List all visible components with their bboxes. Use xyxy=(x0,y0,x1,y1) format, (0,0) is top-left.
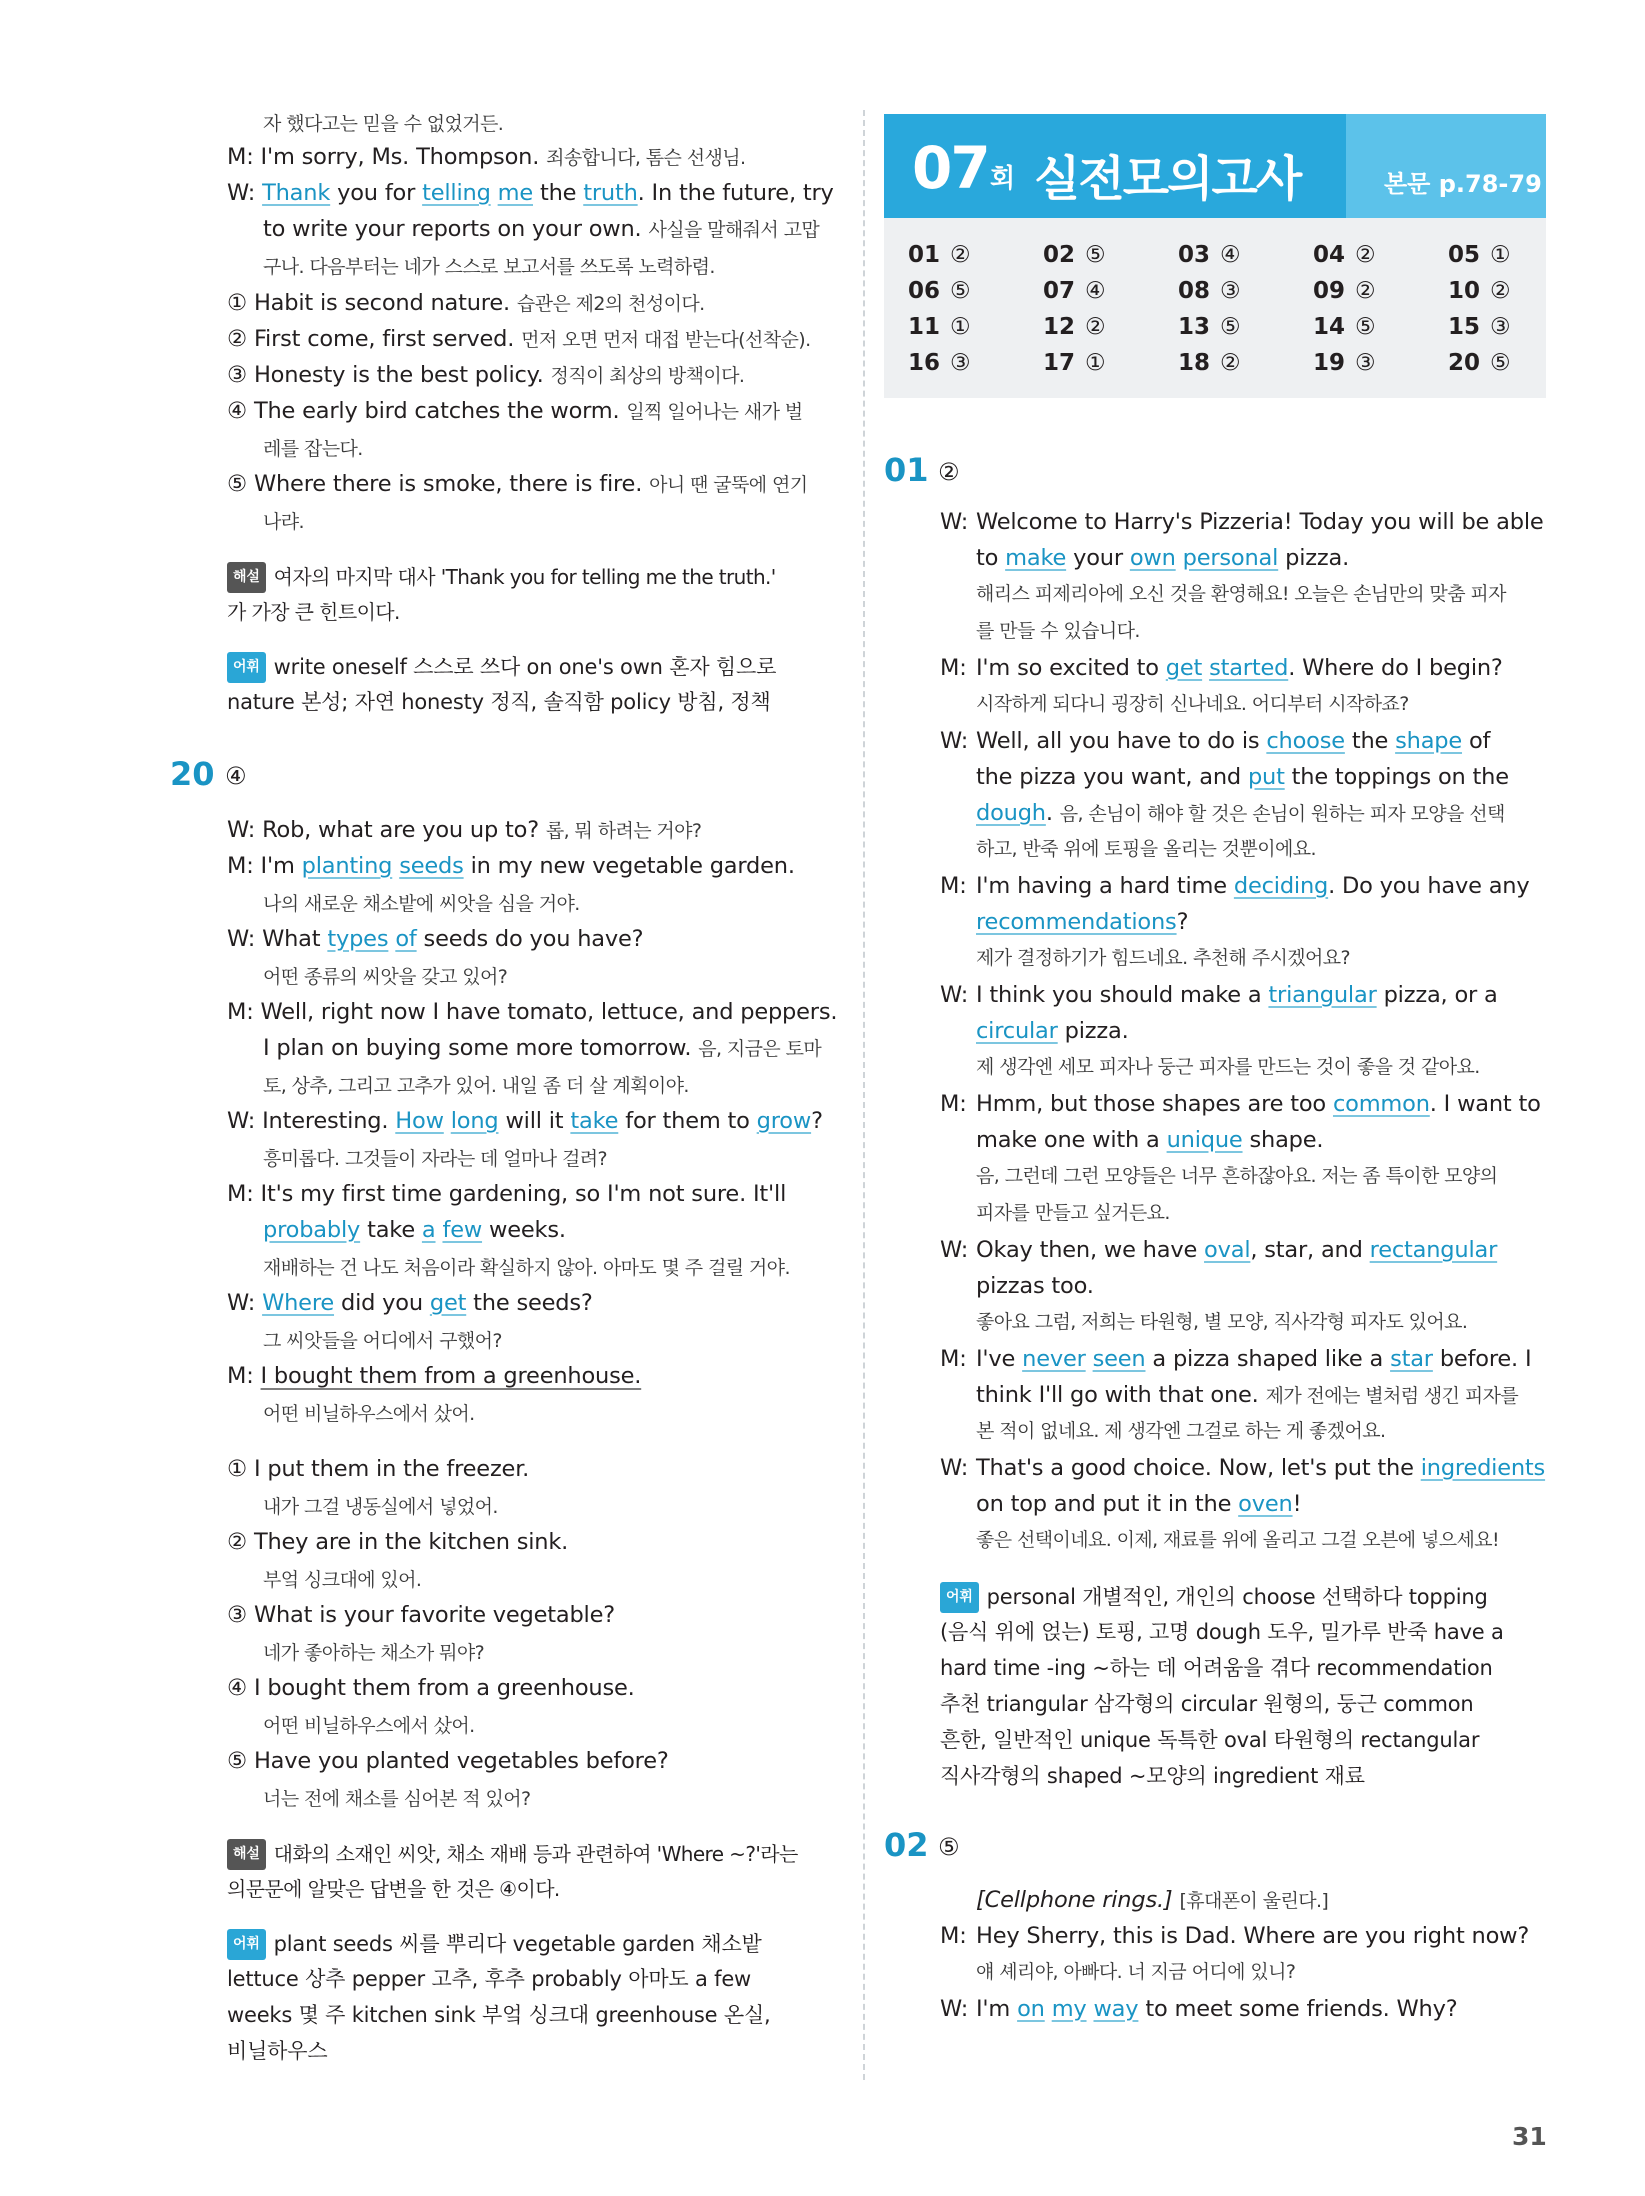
answer-key-item xyxy=(1178,242,1241,268)
answer-key-item xyxy=(1043,350,1106,376)
answer-key-question-number: 17 xyxy=(1043,350,1076,376)
highlighted-word: circular xyxy=(976,1018,1058,1044)
transcript-korean: 그 씨앗들을 어디에서 구했어? xyxy=(263,1330,502,1352)
transcript-korean: 시작하게 되다니 굉장히 신나네요. 어디부터 시작하죠? xyxy=(976,693,1409,715)
option-translation: 너는 전에 채소를 심어본 적 있어? xyxy=(263,1788,531,1810)
speaker-label: W: xyxy=(940,1455,969,1481)
answer-key-choice: ② xyxy=(1355,242,1376,268)
highlighted-word: choose xyxy=(1266,728,1345,754)
transcript-korean: 좋아요 그럼, 저희는 타원형, 별 모양, 직사각형 피자도 있어요. xyxy=(976,1311,1468,1333)
vocabulary: 어휘 personal 개별적인, 개인의 choose 선택하다 topping xyxy=(940,1582,1488,1613)
question-answer: ④ xyxy=(225,762,247,790)
option-5-continued: 나랴. xyxy=(263,511,304,533)
answer-key-item xyxy=(1043,314,1106,340)
answer-key-choice: ② xyxy=(1220,350,1241,376)
answer-key-question-number: 06 xyxy=(908,278,941,304)
answer-key-question-number: 05 xyxy=(1448,242,1481,268)
transcript-line: to make your own personal pizza. xyxy=(976,545,1350,571)
transcript-line: the pizza you want, and put the toppings on the xyxy=(976,764,1509,790)
highlighted-word: rectangular xyxy=(1369,1237,1498,1263)
test-title: 실전모의고사 xyxy=(1034,151,1301,207)
highlighted-word: make xyxy=(1005,545,1067,571)
answer-key-choice: ① xyxy=(1085,350,1106,376)
vocabulary-continued: 비닐하우스 xyxy=(227,2039,328,2063)
answer-key-item xyxy=(908,242,971,268)
speaker-label: M: xyxy=(940,1091,967,1117)
column-divider xyxy=(863,110,865,2080)
speaker-label: M: xyxy=(940,873,967,899)
transcript-line: dough. 음, 손님이 해야 할 것은 손님이 원하는 피자 모양을 선택 xyxy=(976,800,1505,826)
transcript-korean: 좋은 선택이네요. 이제, 재료를 위에 올리고 그걸 오븐에 넣으세요! xyxy=(976,1529,1500,1551)
answer-key-choice: ⑤ xyxy=(1220,314,1241,340)
vocabulary-badge: 어휘 xyxy=(227,652,266,683)
transcript-line: W: Thank you for telling me the truth. In the future, try xyxy=(227,180,834,206)
transcript-line: W: Interesting. How long will it take for them to grow? xyxy=(227,1108,823,1134)
speaker-label: W: xyxy=(940,728,969,754)
vocabulary-continued: 추천 triangular 삼각형의 circular 원형의, 둥근 common xyxy=(940,1692,1474,1716)
vocabulary: 어휘 write oneself 스스로 쓰다 on one's own 혼자 힘으로 xyxy=(227,652,776,683)
transcript-korean: 흥미롭다. 그것들이 자라는 데 얼마나 걸려? xyxy=(263,1148,607,1170)
option-translation: 네가 좋아하는 채소가 뭐야? xyxy=(263,1642,485,1664)
highlighted-word: star xyxy=(1390,1346,1433,1372)
option-2: ② First come, first served. 먼저 오면 먼저 대접 받는다(선착순). xyxy=(227,326,811,352)
answer-key-question-number: 14 xyxy=(1313,314,1346,340)
test-number: 07 xyxy=(912,134,989,202)
option-translation: 내가 그걸 냉동실에서 넣었어. xyxy=(263,1496,498,1518)
highlighted-word: my xyxy=(1051,1996,1087,2022)
explanation: 해설 대화의 소재인 씨앗, 채소 재배 등과 관련하여 'Where ~?'라는 xyxy=(227,1839,798,1870)
explanation-continued: 가 가장 큰 힌트이다. xyxy=(227,600,400,624)
answer-key-item xyxy=(1043,278,1106,304)
transcript-line: W: Rob, what are you up to? 롭, 뭐 하려는 거야? xyxy=(227,817,702,843)
transcript-line: think I'll go with that one. 제가 전에는 별처럼 생긴 피자를 xyxy=(976,1382,1519,1408)
transcript-line: W: What types of seeds do you have? xyxy=(227,926,644,952)
page-number: 31 xyxy=(1512,2122,1547,2151)
answer-key-question-number: 12 xyxy=(1043,314,1076,340)
page-reference: 본문 p.78-79 xyxy=(1384,170,1542,198)
transcript-korean: 음, 그런데 그런 모양들은 너무 흔하잖아요. 저는 좀 특이한 모양의 xyxy=(976,1165,1498,1187)
answer-key-item xyxy=(1448,350,1511,376)
answer-key-choice: ③ xyxy=(1220,278,1241,304)
option-translation: 부엌 싱크대에 있어. xyxy=(263,1569,422,1591)
vocabulary-continued: nature 본성; 자연 honesty 정직, 솔직함 policy 방침, 정책 xyxy=(227,690,771,714)
answer-key-item xyxy=(1313,242,1376,268)
highlighted-word: dough xyxy=(976,800,1046,826)
speaker-label: W: xyxy=(940,509,969,535)
highlighted-word: ingredients xyxy=(1420,1455,1546,1481)
transcript-line: M: I'm planting seeds in my new vegetable garden. xyxy=(227,853,795,879)
transcript-korean: 얘 셰리야, 아빠다. 너 지금 어디에 있니? xyxy=(976,1961,1296,1983)
answer-key-question-number: 16 xyxy=(908,350,941,376)
vocabulary-continued: (음식 위에 얹는) 토핑, 고명 dough 도우, 밀가루 반죽 have a xyxy=(940,1620,1504,1644)
answer-key-choice: ⑤ xyxy=(1490,350,1511,376)
highlighted-word: way xyxy=(1093,1996,1139,2022)
transcript-korean: 나의 새로운 채소밭에 씨앗을 심을 거야. xyxy=(263,893,580,915)
answer-key-item xyxy=(1448,242,1511,268)
answer-key-item xyxy=(1178,350,1241,376)
transcript-korean: 구나. 다음부터는 네가 스스로 보고서를 쓰도록 노력하렴. xyxy=(263,256,715,278)
answer-key-question-number: 20 xyxy=(1448,350,1481,376)
transcript-line: recommendations? xyxy=(976,909,1189,935)
transcript-korean: [휴대폰이 울린다.] xyxy=(1179,1890,1329,1912)
answer-key-choice: ④ xyxy=(1085,278,1106,304)
answer-key-item xyxy=(1313,314,1376,340)
transcript-line: circular pizza. xyxy=(976,1018,1129,1044)
transcript-korean: 하고, 반죽 위에 토핑을 올리는 것뿐이에요. xyxy=(976,838,1316,860)
answer-key-item xyxy=(1178,314,1241,340)
option-1: ① Habit is second nature. 습관은 제2의 천성이다. xyxy=(227,290,705,316)
answer-key-choice: ④ xyxy=(1220,242,1241,268)
answer-key-item xyxy=(1178,278,1241,304)
vocabulary: 어휘 plant seeds 씨를 뿌리다 vegetable garden 채소밭 xyxy=(227,1929,762,1960)
transcript-korean: 토, 상추, 그리고 고추가 있어. 내일 좀 더 살 계획이야. xyxy=(263,1075,689,1097)
question-number: 20 xyxy=(170,755,215,793)
answer-key-choice: ② xyxy=(1490,278,1511,304)
option-2: ② They are in the kitchen sink. xyxy=(227,1529,569,1555)
answer-key-choice: ② xyxy=(950,242,971,268)
transcript-line: I plan on buying some more tomorrow. 음, 지금은 토마 xyxy=(263,1035,822,1061)
answer-key-question-number: 10 xyxy=(1448,278,1481,304)
highlighted-word: recommendations xyxy=(976,909,1177,935)
explanation-continued: 의문문에 알맞은 답변을 한 것은 ④이다. xyxy=(227,1877,560,1901)
answer-key-question-number: 18 xyxy=(1178,350,1211,376)
option-4: ④ I bought them from a greenhouse. xyxy=(227,1675,635,1701)
transcript-line: to write your reports on your own. 사실을 말해줘서 고맙 xyxy=(263,216,820,242)
answer-key-item xyxy=(1448,314,1511,340)
answer-key-question-number: 02 xyxy=(1043,242,1076,268)
answer-key-item xyxy=(1448,278,1511,304)
transcript-korean: 피자를 만들고 싶거든요. xyxy=(976,1202,1170,1224)
highlighted-word: own xyxy=(1129,545,1176,571)
speaker-label: W: xyxy=(940,1996,969,2022)
highlighted-word: shape xyxy=(1395,728,1463,754)
answer-key-choice: ⑤ xyxy=(1355,314,1376,340)
highlighted-word: common xyxy=(1332,1091,1430,1117)
vocabulary-continued: hard time -ing ~하는 데 어려움을 겪다 recommendation xyxy=(940,1656,1493,1680)
option-1: ① I put them in the freezer. xyxy=(227,1456,530,1482)
vocabulary-continued: 직사각형의 shaped ~모양의 ingredient 재료 xyxy=(940,1764,1365,1788)
highlighted-word: deciding xyxy=(1233,873,1329,899)
highlighted-word: oval xyxy=(1204,1237,1251,1263)
explanation: 해설 여자의 마지막 대사 'Thank you for telling me the truth.' xyxy=(227,562,776,593)
highlighted-word: unique xyxy=(1166,1127,1243,1153)
transcript-korean: 제가 결정하기가 힘드네요. 추천해 주시겠어요? xyxy=(976,947,1351,969)
answer-key-question-number: 08 xyxy=(1178,278,1211,304)
transcript-line: pizzas too. xyxy=(976,1273,1094,1299)
answer-key-choice: ① xyxy=(950,314,971,340)
answer-key-item xyxy=(908,350,971,376)
explanation-badge: 해설 xyxy=(227,562,266,593)
answer-key-question-number: 19 xyxy=(1313,350,1346,376)
option-4-continued: 레를 잡는다. xyxy=(263,438,363,460)
answer-key-choice: ② xyxy=(1355,278,1376,304)
vocabulary-continued: 흔한, 일반적인 unique 독특한 oval 타원형의 rectangular xyxy=(940,1728,1480,1752)
answer-key-question-number: 11 xyxy=(908,314,941,340)
question-answer: ⑤ xyxy=(938,1833,960,1861)
transcript-korean: 어떤 종류의 씨앗을 갖고 있어? xyxy=(263,966,508,988)
answer-key-question-number: 01 xyxy=(908,242,941,268)
vocabulary-badge: 어휘 xyxy=(940,1582,979,1613)
speaker-label: M: xyxy=(940,1346,967,1372)
explanation-badge: 해설 xyxy=(227,1839,266,1870)
answer-key-choice: ③ xyxy=(1355,350,1376,376)
answer-key-question-number: 04 xyxy=(1313,242,1346,268)
highlighted-word: oven xyxy=(1238,1491,1293,1517)
speaker-label: W: xyxy=(940,982,969,1008)
answer-key-choice: ③ xyxy=(1490,314,1511,340)
question-number: 01 xyxy=(884,451,929,489)
option-5: ⑤ Where there is smoke, there is fire. 아니 땐 굴뚝에 연기 xyxy=(227,471,808,497)
answer-key-question-number: 13 xyxy=(1178,314,1211,340)
answer-key-item xyxy=(1043,242,1106,268)
question-number: 02 xyxy=(884,1826,929,1864)
answer-key-choice: ③ xyxy=(950,350,971,376)
highlighted-word: put xyxy=(1247,764,1285,790)
answer-key-item xyxy=(1313,350,1376,376)
answer-key-question-number: 09 xyxy=(1313,278,1346,304)
transcript-korean: 어떤 비닐하우스에서 샀어. xyxy=(263,1403,475,1425)
transcript-korean: 제 생각엔 세모 피자나 둥근 피자를 만드는 것이 좋을 것 같아요. xyxy=(976,1056,1480,1078)
highlighted-word: triangular xyxy=(1268,982,1377,1008)
transcript-line: [Cellphone rings.] [휴대폰이 울린다.] xyxy=(976,1887,1329,1913)
transcript-line: probably take a few weeks. xyxy=(263,1217,566,1243)
transcript-line: M: It's my first time gardening, so I'm not sure. It'll xyxy=(227,1181,787,1207)
transcript-line: make one with a unique shape. xyxy=(976,1127,1324,1153)
answer-key-choice: ⑤ xyxy=(1085,242,1106,268)
highlighted-word: get xyxy=(1165,655,1203,681)
option-4: ④ The early bird catches the worm. 일찍 일어나는 새가 벌 xyxy=(227,398,803,424)
option-3: ③ What is your favorite vegetable? xyxy=(227,1602,615,1628)
highlighted-word: personal xyxy=(1182,545,1279,571)
answer-key-choice: ② xyxy=(1085,314,1106,340)
vocabulary-continued: lettuce 상추 pepper 고추, 후추 probably 아마도 a few xyxy=(227,1967,752,1991)
transcript-line: M: I'm sorry, Ms. Thompson. 죄송합니다, 톰슨 선생님. xyxy=(227,144,746,170)
transcript-line: on top and put it in the oven! xyxy=(976,1491,1302,1517)
answer-key-question-number: 15 xyxy=(1448,314,1481,340)
answer-key-choice: ⑤ xyxy=(950,278,971,304)
option-3: ③ Honesty is the best policy. 정직이 최상의 방책이다. xyxy=(227,362,745,388)
answer-key-item xyxy=(908,314,971,340)
highlighted-word: started xyxy=(1209,655,1289,681)
test-number-suffix: 회 xyxy=(990,164,1016,194)
answer-key-choice: ① xyxy=(1490,242,1511,268)
speaker-label: W: xyxy=(940,1237,969,1263)
answer-key-item xyxy=(1313,278,1376,304)
transcript-korean: 제가 전에는 별처럼 생긴 피자를 xyxy=(1265,1385,1519,1407)
transcript-korean: 본 적이 없네요. 제 생각엔 그걸로 하는 게 좋겠어요. xyxy=(976,1420,1386,1442)
answer-key-table xyxy=(884,218,1546,398)
question-answer: ② xyxy=(938,458,960,486)
highlighted-word: on xyxy=(1017,1996,1045,2022)
option-5: ⑤ Have you planted vegetables before? xyxy=(227,1748,669,1774)
transcript-line: M: Well, right now I have tomato, lettuce, and peppers. xyxy=(227,999,838,1025)
transcript-korean: 자 했다고는 믿을 수 없었거든. xyxy=(263,113,504,135)
speaker-label: M: xyxy=(940,655,967,681)
transcript-korean: 해리스 피제리아에 오신 것을 환영해요! 오늘은 손님만의 맞춤 피자 xyxy=(976,583,1506,605)
highlighted-word: seen xyxy=(1092,1346,1146,1372)
option-translation: 어떤 비닐하우스에서 샀어. xyxy=(263,1715,475,1737)
answer-key-question-number: 07 xyxy=(1043,278,1076,304)
vocabulary-continued: weeks 몇 주 kitchen sink 부엌 싱크대 greenhouse 온실, xyxy=(227,2003,771,2027)
answer-key-question-number: 03 xyxy=(1178,242,1211,268)
highlighted-word: never xyxy=(1022,1346,1086,1372)
transcript-korean: 음, 손님이 해야 할 것은 손님이 원하는 피자 모양을 선택 xyxy=(1059,803,1505,825)
vocabulary-badge: 어휘 xyxy=(227,1929,266,1960)
transcript-blank-line: M: I bought them from a greenhouse. xyxy=(227,1363,642,1389)
transcript-korean: 재배하는 건 나도 처음이라 확실하지 않아. 아마도 몇 주 걸릴 거야. xyxy=(263,1257,790,1279)
transcript-line: W: Where did you get the seeds? xyxy=(227,1290,593,1316)
speaker-label: M: xyxy=(940,1923,967,1949)
answer-key-item xyxy=(908,278,971,304)
transcript-korean: 를 만들 수 있습니다. xyxy=(976,620,1140,642)
